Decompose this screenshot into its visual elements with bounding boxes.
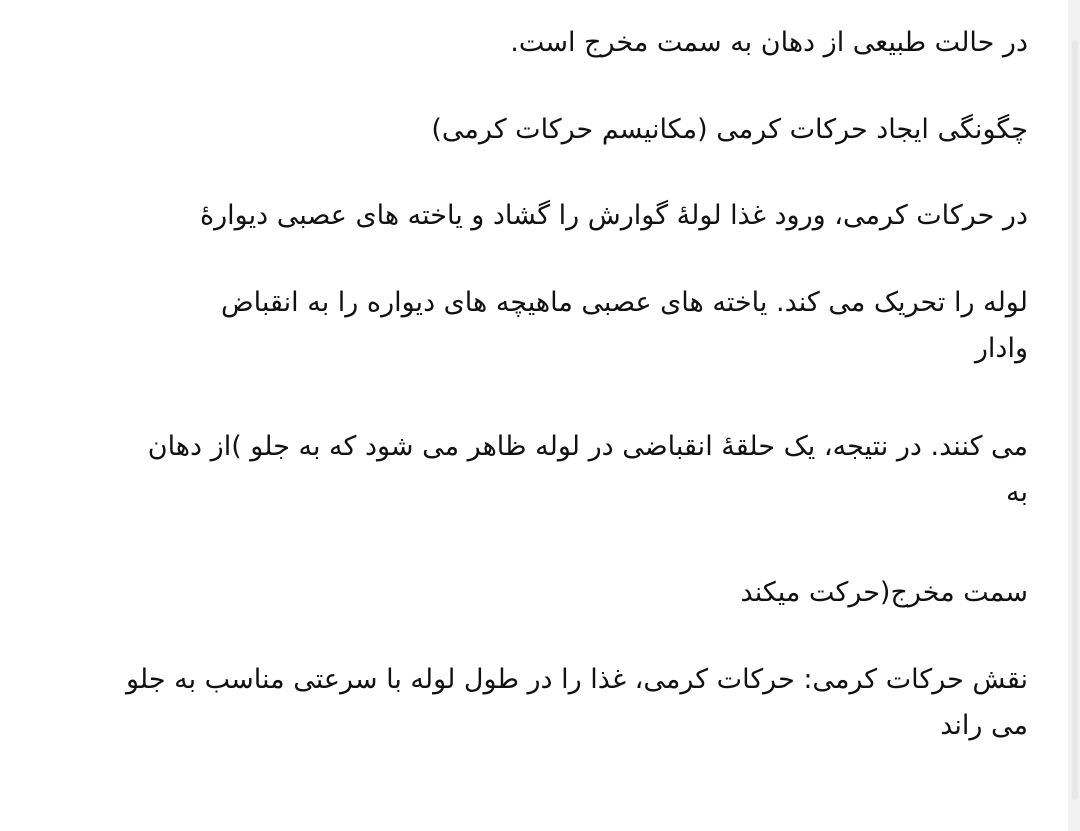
text-line: در حرکات کرمی، ورود غذا لولهٔ گوارش را گشاد و یاخته های عصبی دیوارهٔ <box>199 200 1028 231</box>
text-line: نقش حرکات کرمی: حرکات کرمی، غذا را در طول لوله با سرعتی مناسب به جلو <box>125 664 1028 695</box>
text-line: در حالت طبیعی از دهان به سمت مخرج است. <box>510 27 1028 58</box>
scrollbar[interactable] <box>1068 0 1080 831</box>
scrollbar-thumb[interactable] <box>1072 40 1078 800</box>
text-line: لوله را تحریک می کند. یاخته های عصبی ماهیچه های دیواره را به انقباض <box>220 287 1028 318</box>
paragraph <box>40 193 1028 239</box>
section-heading <box>40 107 1028 153</box>
text-line: وادار <box>974 333 1028 364</box>
text-line: چگونگی ایجاد حرکات کرمی (مکانیسم حرکات کرمی) <box>431 114 1028 145</box>
text-line: سمت مخرج(حرکت میکند <box>740 577 1028 608</box>
text-line: به <box>1006 477 1028 508</box>
paragraph <box>40 657 1028 749</box>
paragraph <box>40 20 1028 66</box>
paragraph <box>40 424 1028 516</box>
text-line: می راند <box>940 710 1028 741</box>
paragraph <box>40 570 1028 616</box>
text-line: می کنند. در نتیجه، یک حلقهٔ انقباضی در لوله ظاهر می شود که به جلو )از دهان <box>147 431 1028 462</box>
paragraph <box>40 280 1028 372</box>
